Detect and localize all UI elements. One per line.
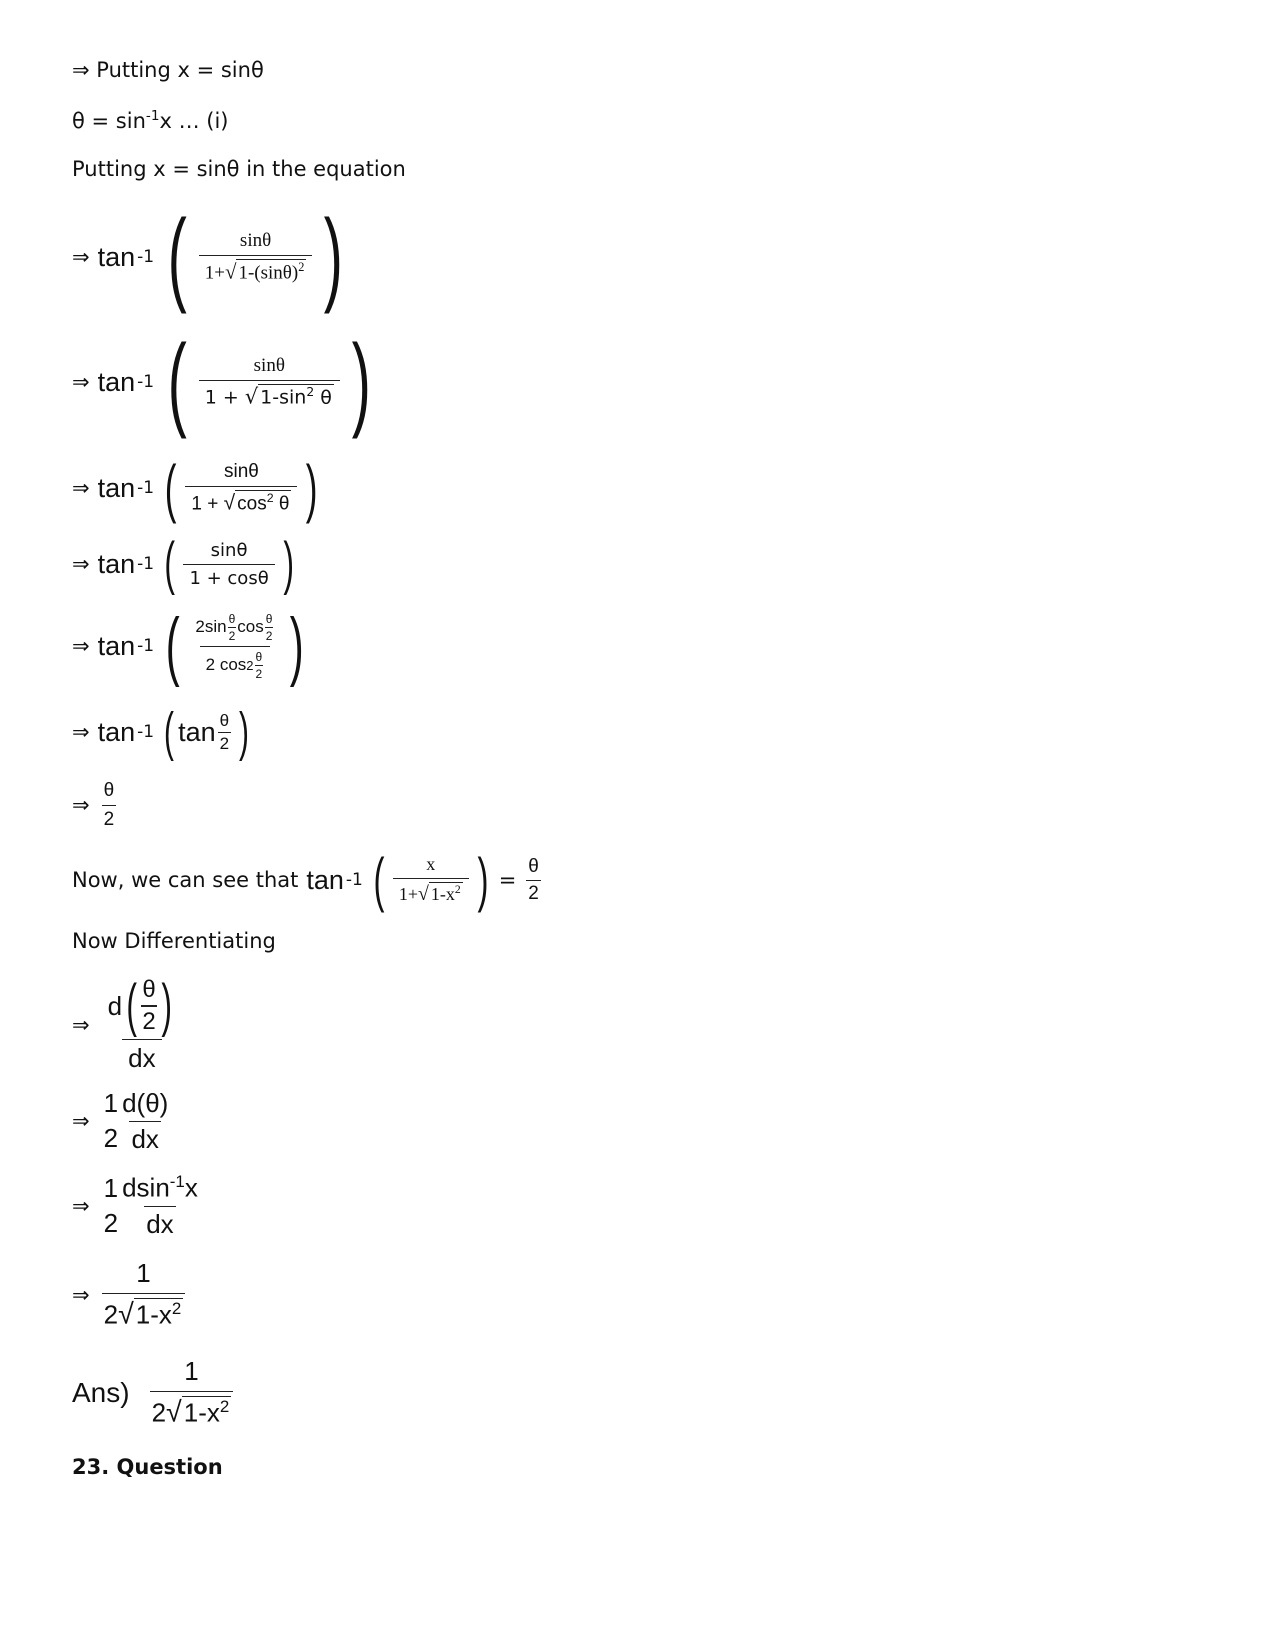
fraction-denominator: dx (144, 1206, 175, 1240)
implies-arrow: ⇒ (72, 1283, 90, 1307)
line-putting-x: ⇒ Putting x = sinθ (72, 58, 264, 82)
fraction-denominator: 2 (219, 733, 230, 753)
tan-word: tan (306, 864, 344, 895)
fraction-numerator: 1 (184, 1356, 199, 1387)
inverse-sup: -1 (345, 870, 363, 890)
fraction-numerator: θ (103, 779, 115, 801)
fraction-numerator: d(θ) (122, 1087, 169, 1118)
answer-label: Ans) (72, 1377, 130, 1408)
line-theta-def (72, 108, 229, 133)
step-4-fraction (183, 540, 274, 589)
implies-arrow: ⇒ (72, 245, 90, 269)
fraction-denominator: 1+√ $1-(\sin\theta)^2$ (199, 255, 313, 284)
fraction-numerator: sinθ (210, 539, 248, 561)
step-2-fraction (199, 355, 340, 408)
half-fraction: 1 2 (103, 1088, 119, 1153)
implies-arrow: ⇒ (72, 634, 90, 658)
fraction-numerator: sinθ (239, 229, 272, 251)
diff-2-fraction (120, 1088, 170, 1155)
fraction-numerator: 2sin $\frac{\theta}{2}$ cos $\frac{\theta}{2}$ (195, 611, 273, 643)
fraction-denominator: 1 + √ $\cos^2 \theta$ (185, 486, 297, 515)
implies-arrow: ⇒ (72, 1109, 90, 1133)
step-6-fraction (218, 711, 231, 754)
inverse-sup: -1 (137, 636, 155, 656)
now-rhs-fraction (526, 856, 541, 905)
step-1-expression: ⇒ tan -1 ( $\frac{\sin\theta}{1+√ 1-(\sin\theta)^2}$ ) (72, 199, 344, 315)
theta-def-b: x … (i) (159, 109, 229, 133)
fraction-numerator: 1 (136, 1258, 151, 1289)
inverse-sup: -1 (137, 372, 155, 392)
inverse-sup: -1 (137, 478, 155, 498)
diff-step-2 (72, 1085, 174, 1157)
diff-step-4 (72, 1255, 189, 1335)
fraction-numerator: d ( $\frac{\theta}{2}$ ) (107, 973, 172, 1038)
fraction-denominator: 1 + cosθ (183, 564, 274, 589)
tan-word: tan (97, 472, 136, 503)
step-4-expression: ⇒ tan -1 ( $\frac{\sin\theta}{1 + \cos\theta}$ ) (72, 531, 294, 596)
fraction-denominator: 1 + √ $1-\sin^2$ θ (199, 380, 340, 408)
tan-word: tan (97, 241, 136, 272)
fraction-numerator: θ (528, 855, 539, 877)
fraction-numerator: sinθ (224, 460, 259, 482)
step-3-expression: ⇒ tan -1 ( $\frac{\sin\theta}{1 + √ \cos^2 \theta}$ ) (72, 452, 318, 524)
now-statement: Now, we can see that tan -1 ( $\frac{x}{1+√ 1-x^2}$ ) = $\frac{\theta}{2}$ (72, 846, 539, 913)
step-5-fraction (189, 612, 280, 681)
step-7-fraction (102, 780, 117, 831)
fraction-denominator: dx (129, 1121, 160, 1155)
equals-sign: = (498, 868, 517, 892)
diff-1-fraction (102, 973, 182, 1074)
inverse-sup: -1 (137, 722, 155, 742)
inverse-sup: -1 (137, 554, 155, 574)
line-now-differentiating: Now Differentiating (72, 929, 276, 953)
implies-arrow: ⇒ (72, 552, 90, 576)
step-6-expression: ⇒ tan -1 ( tan $\frac{\theta}{2}$ ) (72, 702, 250, 762)
step-2-expression: ⇒ tan -1 ( $\frac{\sin\theta}{1 + √ 1-\sin^2 \theta}$ ) (72, 324, 371, 440)
diff-step-3 (72, 1170, 204, 1242)
tan-word: tan (97, 366, 136, 397)
answer-fraction (150, 1356, 234, 1430)
implies-arrow: ⇒ (72, 720, 90, 744)
tan-word: tan (97, 548, 136, 579)
step-3-fraction (185, 461, 297, 515)
question-heading: 23. Question (72, 1455, 223, 1479)
inverse-sup: -1 (137, 247, 155, 267)
theta-def-sup: -1 (145, 108, 160, 124)
fraction-denominator: dx (122, 1039, 161, 1074)
theta-def-a: θ = sin (72, 109, 146, 133)
step-1-fraction (199, 230, 313, 284)
diff-step-1 (72, 975, 186, 1075)
fraction-denominator: $2√1-x^2$ (150, 1391, 234, 1430)
implies-arrow: ⇒ (72, 1194, 90, 1218)
step-5-expression: ⇒ tan -1 ( 2sin $\frac{\theta}{2}$ cos $\frac{\theta}{2}$ 2 cos 2 $\frac{\theta}{2}$ ) (72, 603, 305, 688)
fraction-numerator: x (426, 854, 436, 874)
diff-4-fraction (102, 1258, 186, 1332)
fraction-denominator: 2 (526, 880, 541, 905)
fraction-denominator: 2 (102, 805, 117, 831)
half-fraction: 1 2 (103, 1173, 119, 1238)
answer-expression (72, 1350, 237, 1436)
fraction-numerator: sinθ (253, 355, 285, 377)
fraction-denominator: 2 cos 2 $\frac{\theta}{2}$ (200, 646, 271, 681)
implies-arrow: ⇒ (72, 793, 90, 817)
implies-arrow: ⇒ (72, 476, 90, 500)
now-text: Now, we can see that (72, 868, 299, 892)
tan-word: tan (97, 716, 136, 747)
implies-arrow: ⇒ (72, 1013, 90, 1037)
fraction-numerator: θ (219, 710, 230, 730)
fraction-denominator: 1+√ $1-x^2$ (393, 878, 469, 906)
inner-tan-word: tan (178, 716, 216, 747)
implies-arrow: ⇒ (72, 370, 90, 394)
fraction-denominator: $2√1-x^2$ (102, 1293, 186, 1332)
now-fraction (393, 854, 469, 906)
tan-word: tan (97, 630, 136, 661)
step-7-expression (72, 778, 120, 832)
fraction-numerator: dsin$^{-1}$x (122, 1172, 198, 1203)
line-putting-equation: Putting x = sinθ in the equation (72, 157, 406, 181)
diff-3-fraction (120, 1172, 200, 1240)
